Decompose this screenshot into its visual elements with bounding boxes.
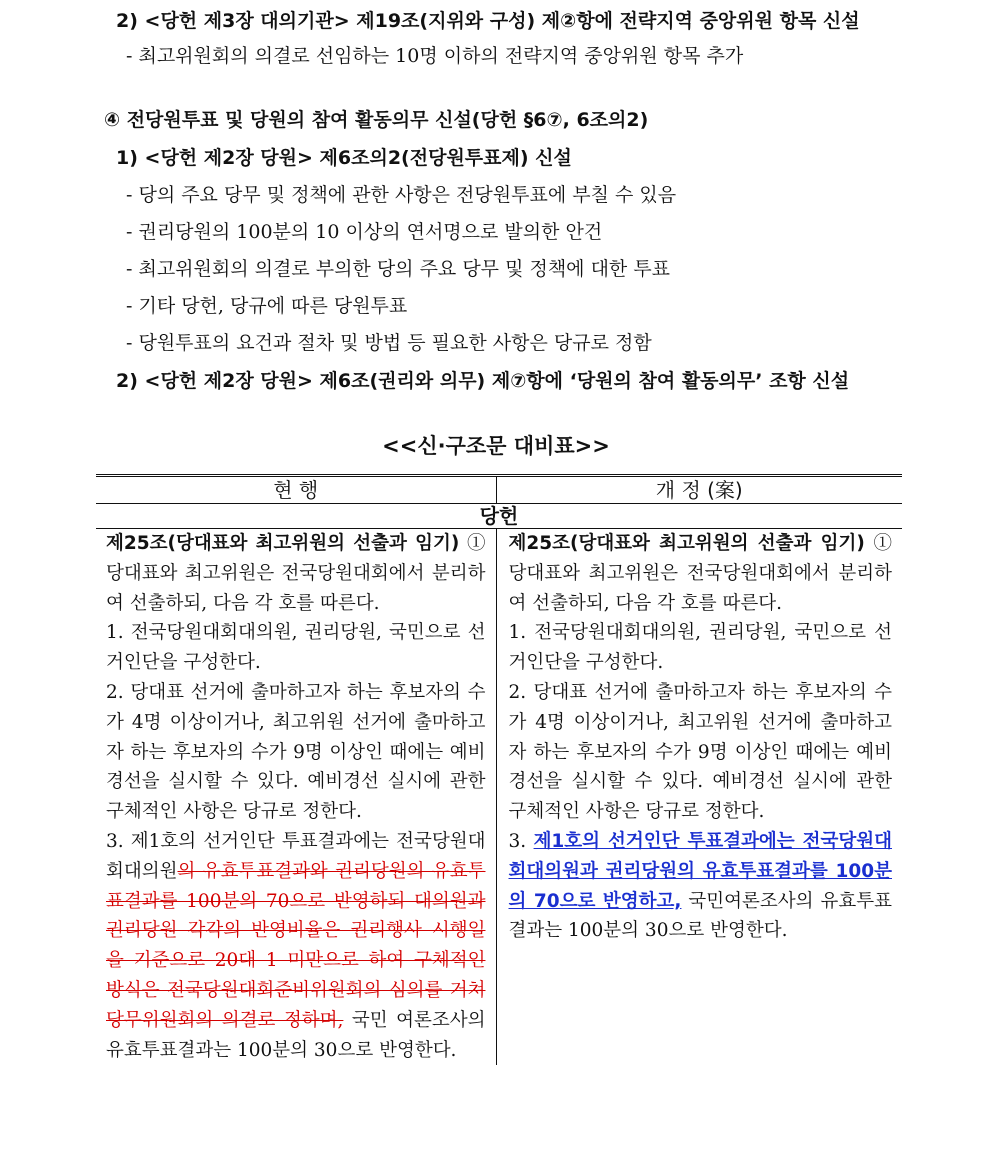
clause-3-end: 국민 여론조사의 유효투표결과는 100분의 30으로 반영한다.	[106, 1009, 486, 1061]
intro-bullet: - 당의 주요 당무 및 정책에 관한 사항은 전당원투표에 부칠 수 있음	[126, 184, 677, 206]
revised-article	[509, 529, 893, 618]
clause-1: 1. 전국당원대회대의원, 권리당원, 국민으로 선거인단을 구성한다.	[106, 622, 486, 674]
deleted-text: 의 유효투표결과와 권리당원의 유효투표결과를 100분의 70으로 반영하되 대의원과 권리당원 각각의 반영비율은 권리행사 시행일을 기준으로 20대 1 미만으로 하여 구체적인 방식은 전국당원대회준비위원회의 심의를 거쳐 당무위원회의 의결로 정하며,	[106, 860, 486, 1031]
clause-2: 2. 당대표 선거에 출마하고자 하는 후보자의 수가 4명 이상이거나, 최고위원 선거에 출마하고자 하는 후보자의 수가 9명 이상인 때에는 예비경선을 실시할 수 있다. 예비경선 실시에 관한 구체적인 사항은 당규로 정한다.	[106, 681, 486, 823]
clause-3-start: 3.	[508, 830, 534, 852]
intro-bullet: - 권리당원의 100분의 10 이상의 연서명으로 발의한 안건	[126, 221, 603, 243]
article-paragraph: ①당대표와 최고위원은 전국당원대회에서 분리하여 선출하되, 다음 각 호를 따른다.	[508, 533, 892, 614]
clause-1: 1. 전국당원대회대의원, 권리당원, 국민으로 선거인단을 구성한다.	[508, 622, 892, 674]
intro-item-6-2: 1) <당헌 제2장 당원> 제6조의2(전당원투표제) 신설	[116, 147, 572, 169]
comparison-table-title: <<신·구조문 대비표>>	[382, 434, 610, 458]
article-title: 제25조(당대표와 최고위원의 선출과 임기)	[106, 533, 460, 554]
intro-bullet: - 최고위원회의 의결로 부의한 당의 주요 당무 및 정책에 대한 투표	[126, 258, 671, 280]
intro-item-6-7: 2) <당헌 제2장 당원> 제6조(권리와 의무) 제⑦항에 ‘당원의 참여 활동의무’ 조항 신설	[116, 370, 850, 392]
clause-3-end: 국민여론조사의 유효투표결과는 100분의 30으로 반영한다.	[508, 890, 892, 942]
current-article	[106, 529, 486, 618]
intro-item-19-2: 2) <당헌 제3장 대의기관> 제19조(지위와 구성) 제②항에 전략지역 중앙위원 항목 신설	[116, 10, 860, 32]
intro-bullet: - 기타 당헌, 당규에 따른 당원투표	[126, 295, 408, 317]
header-revised: 개 정 (案)	[496, 476, 902, 504]
clause-2: 2. 당대표 선거에 출마하고자 하는 후보자의 수가 4명 이상이거나, 최고위원 선거에 출마하고자 하는 후보자의 수가 9명 이상인 때에는 예비경선을 실시할 수 있다. 예비경선 실시에 관한 구체적인 사항은 당규로 정한다.	[508, 681, 892, 823]
clause-3	[509, 827, 893, 946]
section-heading-4: ④ 전당원투표 및 당원의 참여 활동의무 신설(당헌 §6⑦, 6조의2)	[104, 109, 649, 131]
article-paragraph: ①당대표와 최고위원은 전국당원대회에서 분리하여 선출하되, 다음 각 호를 따른다.	[106, 533, 486, 614]
comparison-table	[96, 474, 902, 1065]
clause-3-start: 3. 제1호의 선거인단 투표결과에는 전국당원대회대의원	[106, 830, 486, 882]
inserted-text: 제1호의 선거인단 투표결과에는 전국당원대회대의원과 권리당원의 유효투표결과를 100분의 70으로 반영하고,	[508, 830, 892, 912]
revised-text-cell	[496, 529, 902, 1066]
clause-3	[106, 827, 486, 1065]
section-label: 당헌	[96, 504, 902, 529]
article-title: 제25조(당대표와 최고위원의 선출과 임기)	[508, 533, 865, 554]
current-text-cell	[96, 529, 496, 1066]
intro-bullet: - 당원투표의 요건과 절차 및 방법 등 필요한 사항은 당규로 정함	[126, 332, 652, 354]
header-current: 현 행	[96, 476, 496, 504]
intro-bullet: - 최고위원회의 의결로 선임하는 10명 이하의 전략지역 중앙위원 항목 추가	[126, 45, 744, 67]
